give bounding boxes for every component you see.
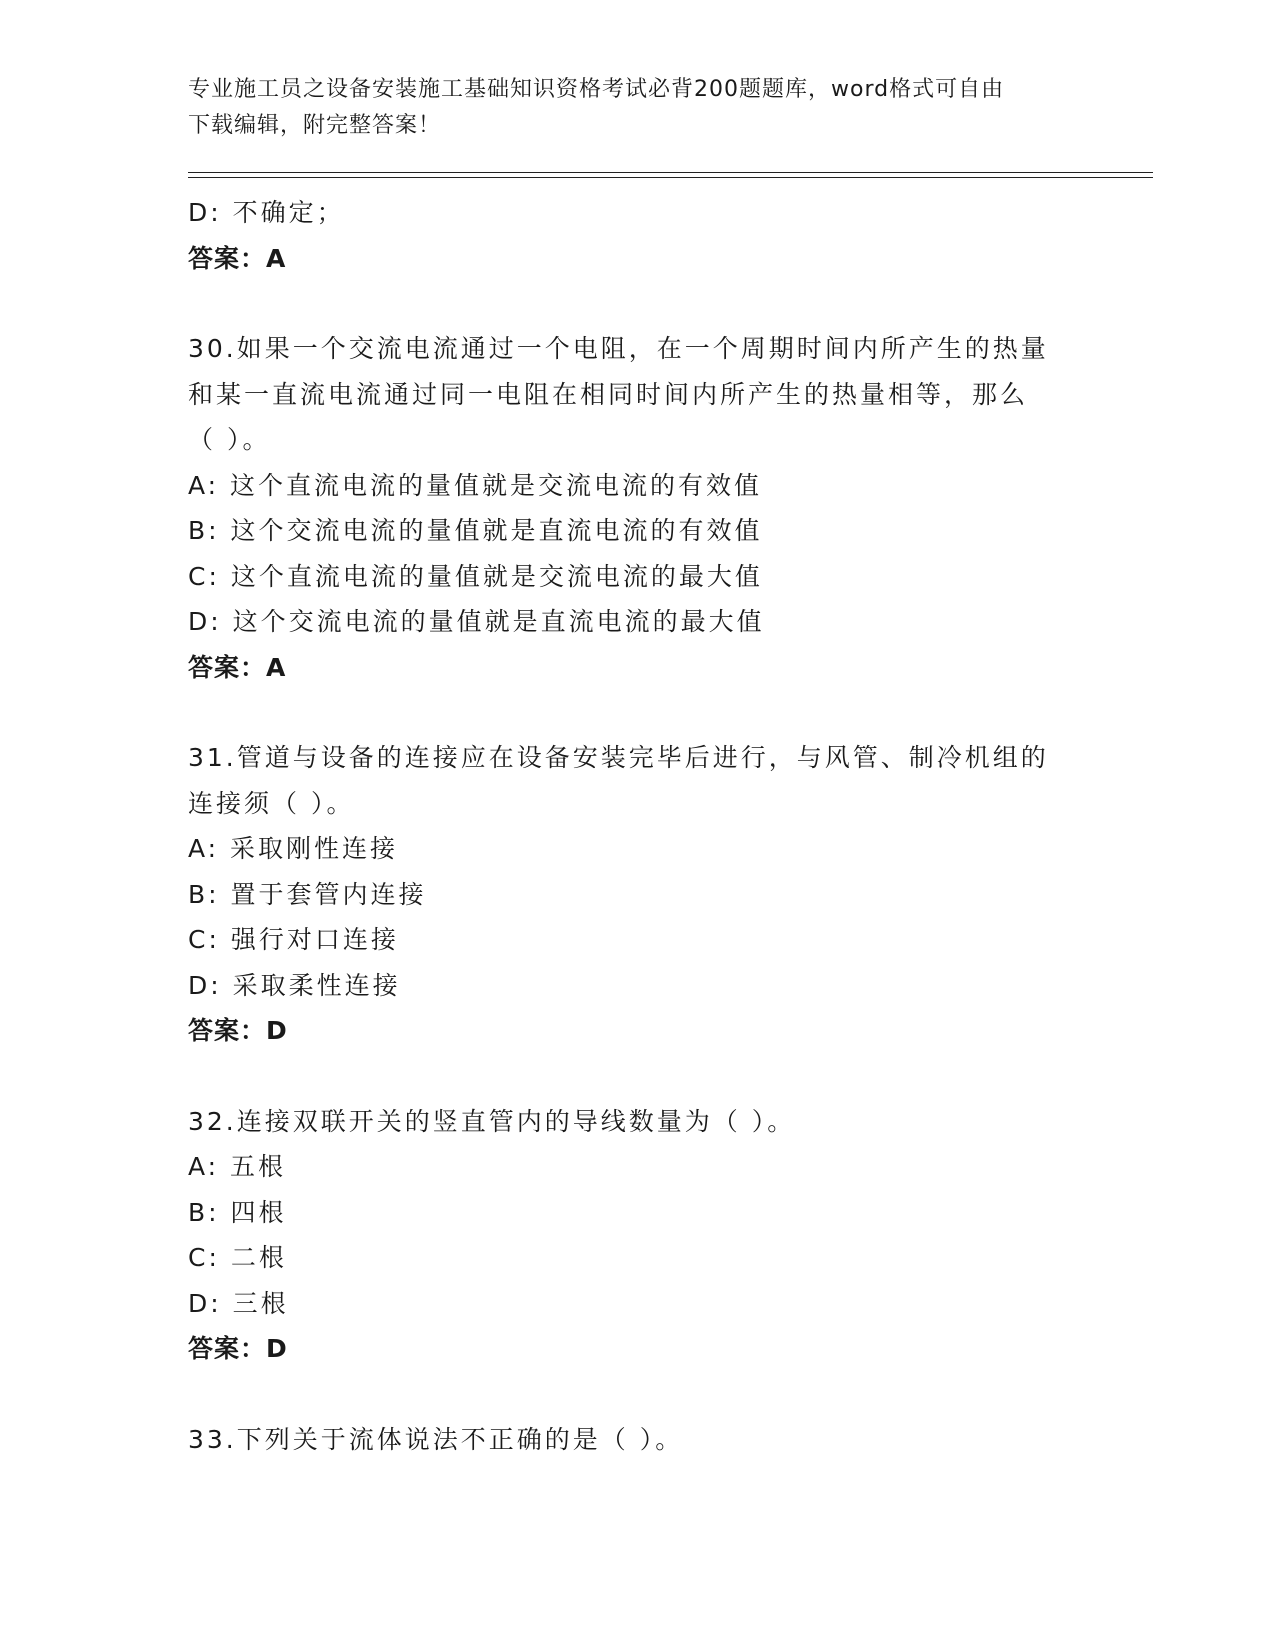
option-d: D: 采取柔性连接 [188,970,401,1000]
header-divider-bottom [188,177,1153,178]
header-line-2: 下载编辑，附完整答案！ [188,113,442,138]
option-b: B: 置于套管内连接 [188,879,427,909]
question-text-line: 32.连接双联开关的竖直管内的导线数量为（ ）。 [188,1106,796,1136]
question-32 [188,1099,1088,1372]
header-line-1: 专业施工员之设备安装施工基础知识资格考试必背200题题库，word格式可自由 [188,77,1005,102]
answer-line: 答案：D [188,1016,288,1045]
question-gap [188,1372,1088,1417]
option-a: A: 五根 [188,1152,287,1181]
option-a: A: 采取刚性连接 [188,834,399,863]
answer-line: 答案：D [188,1334,288,1363]
question-gap [188,1054,1088,1099]
question-text-line: 30.如果一个交流电流通过一个电阻，在一个周期时间内所产生的热量 [188,334,1049,363]
document-header [188,72,1088,144]
question-gap [188,690,1088,735]
option-b: B: 四根 [188,1197,287,1227]
option-b: B: 这个交流电流的量值就是直流电流的有效值 [188,516,763,545]
option-c: C: 强行对口连接 [188,925,399,954]
option-a: A: 这个直流电流的量值就是交流电流的有效值 [188,470,763,500]
question-31 [188,735,1088,1054]
option-d: D: 不确定； [188,198,345,227]
header-divider-top [188,172,1153,173]
question-30 [188,326,1088,690]
answer-line: 答案：A [188,243,287,273]
question-gap [188,281,1088,326]
question-text-line: 连接须（ ）。 [188,788,355,818]
answer-line: 答案：A [188,652,287,682]
question-text-line: 和某一直流电流通过同一电阻在相同时间内所产生的热量相等，那么 [188,379,1029,409]
question-text-line: 31.管道与设备的连接应在设备安装完毕后进行，与风管、制冷机组的 [188,743,1049,772]
option-d: D: 三根 [188,1288,289,1318]
option-c: C: 二根 [188,1243,287,1272]
question-text-line: （ ）。 [188,425,271,454]
question-33 [188,1417,1088,1463]
option-c: C: 这个直流电流的量值就是交流电流的最大值 [188,561,763,591]
option-d: D: 这个交流电流的量值就是直流电流的最大值 [188,607,765,636]
question-text-line: 33.下列关于流体说法不正确的是（ ）。 [188,1424,684,1454]
question-list [188,190,1088,1462]
